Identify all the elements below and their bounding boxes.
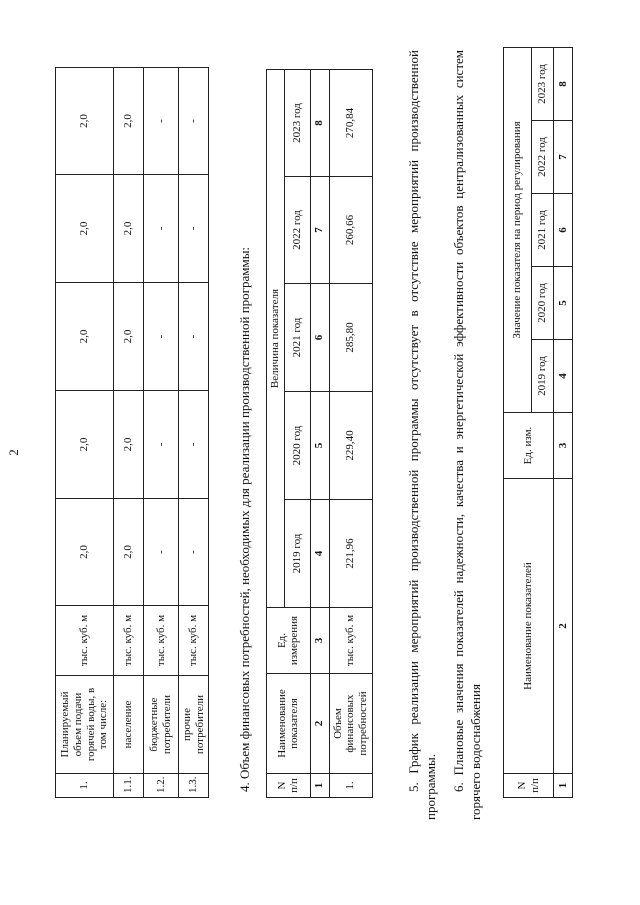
row-value: 2,0 <box>114 68 144 175</box>
row-name: бюджетные потребители <box>144 676 179 774</box>
row-value: - <box>179 391 209 499</box>
row-value: 2,0 <box>56 391 114 499</box>
row-value: - <box>144 283 179 391</box>
column-number: 5 <box>554 267 573 340</box>
row-value: 2,0 <box>114 175 144 283</box>
table-row <box>144 68 179 798</box>
row-value: 221,96 <box>329 500 372 608</box>
header-year: 2019 год <box>284 500 310 608</box>
row-value: 2,0 <box>56 499 114 606</box>
row-unit: тыс. куб. м <box>56 606 114 676</box>
header-group: Значение показателя на период регулирования <box>504 47 532 412</box>
row-name: прочие потребители <box>179 676 209 774</box>
row-name: население <box>114 676 144 774</box>
header-number: N п/п <box>504 774 554 798</box>
header-year: 2021 год <box>284 284 310 392</box>
header-name: Наименование показателей <box>504 479 554 774</box>
row-value: - <box>179 68 209 175</box>
column-number: 2 <box>310 674 329 774</box>
header-group: Величина показателя <box>267 69 285 607</box>
column-number: 4 <box>310 500 329 608</box>
column-number: 5 <box>310 392 329 500</box>
table-header-row <box>504 47 532 797</box>
row-value: - <box>144 499 179 606</box>
row-value: - <box>179 499 209 606</box>
row-value: - <box>144 68 179 175</box>
row-value: 2,0 <box>56 68 114 175</box>
header-number: N п/п <box>267 774 311 798</box>
section-4-heading: 4. Объем финансовых потребностей, необходимых для реализации производственной программы: <box>237 246 252 792</box>
water-supply-table <box>55 67 209 798</box>
row-number: 1.3. <box>179 774 209 798</box>
column-number: 6 <box>310 284 329 392</box>
row-unit: тыс. куб. м <box>329 608 372 674</box>
table-row <box>179 68 209 798</box>
row-number: 1.1. <box>114 774 144 798</box>
row-number: 1. <box>329 774 372 798</box>
row-unit: тыс. куб. м <box>144 606 179 676</box>
row-value: - <box>179 283 209 391</box>
row-value: 2,0 <box>56 175 114 283</box>
page-number: 2 <box>6 449 21 456</box>
table-row <box>329 69 372 797</box>
section-6-text: 6. Плановые значения показателей надежности, качества и энергетической эффективности объектов централизованных систем горячего водоснабжения <box>451 50 483 820</box>
column-number: 8 <box>310 69 329 176</box>
column-numbers-row <box>310 69 329 797</box>
header-name: Наименование показателя <box>267 674 311 774</box>
header-year: 2023 год <box>284 69 310 176</box>
row-number: 1.2. <box>144 774 179 798</box>
column-number: 1 <box>310 774 329 798</box>
row-name: Планируемый объем подачи горячей воды, в том числе: <box>56 676 114 774</box>
section-5-text: 5. График реализации мероприятий производственной программы отсутствует в отсутствие мероприятий производственной программы. <box>406 50 438 820</box>
row-value: 270,84 <box>329 69 372 176</box>
row-name: Объем финансовых потребностей <box>329 674 372 774</box>
header-year: 2022 год <box>532 121 554 194</box>
row-value: 2,0 <box>114 499 144 606</box>
row-value: 2,0 <box>114 391 144 499</box>
row-unit: тыс. куб. м <box>179 606 209 676</box>
header-year: 2023 год <box>532 47 554 120</box>
column-number: 7 <box>554 121 573 194</box>
header-year: 2020 год <box>284 392 310 500</box>
header-year: 2020 год <box>532 267 554 340</box>
table-header-row <box>267 69 285 797</box>
header-year: 2021 год <box>532 194 554 267</box>
row-value: - <box>179 175 209 283</box>
column-number: 8 <box>554 47 573 120</box>
row-value: - <box>144 175 179 283</box>
column-number: 3 <box>554 413 573 479</box>
table-row <box>56 68 114 798</box>
row-value: 260,66 <box>329 177 372 284</box>
indicators-table <box>503 47 573 798</box>
column-number: 1 <box>554 774 573 798</box>
column-number: 6 <box>554 194 573 267</box>
row-value: 2,0 <box>56 283 114 391</box>
header-unit: Ед. изм. <box>504 413 554 479</box>
row-number: 1. <box>56 774 114 798</box>
column-number: 2 <box>554 479 573 774</box>
header-year: 2022 год <box>284 177 310 284</box>
column-numbers-row <box>554 47 573 797</box>
column-number: 7 <box>310 177 329 284</box>
row-value: 2,0 <box>114 283 144 391</box>
row-value: - <box>144 391 179 499</box>
row-value: 229,40 <box>329 392 372 500</box>
row-unit: тыс. куб. м <box>114 606 144 676</box>
column-number: 4 <box>554 340 573 413</box>
table-row <box>114 68 144 798</box>
row-value: 285,80 <box>329 284 372 392</box>
header-year: 2019 год <box>532 340 554 413</box>
column-number: 3 <box>310 608 329 674</box>
header-unit: Ед. измерения <box>267 608 311 674</box>
financial-table <box>266 69 373 798</box>
